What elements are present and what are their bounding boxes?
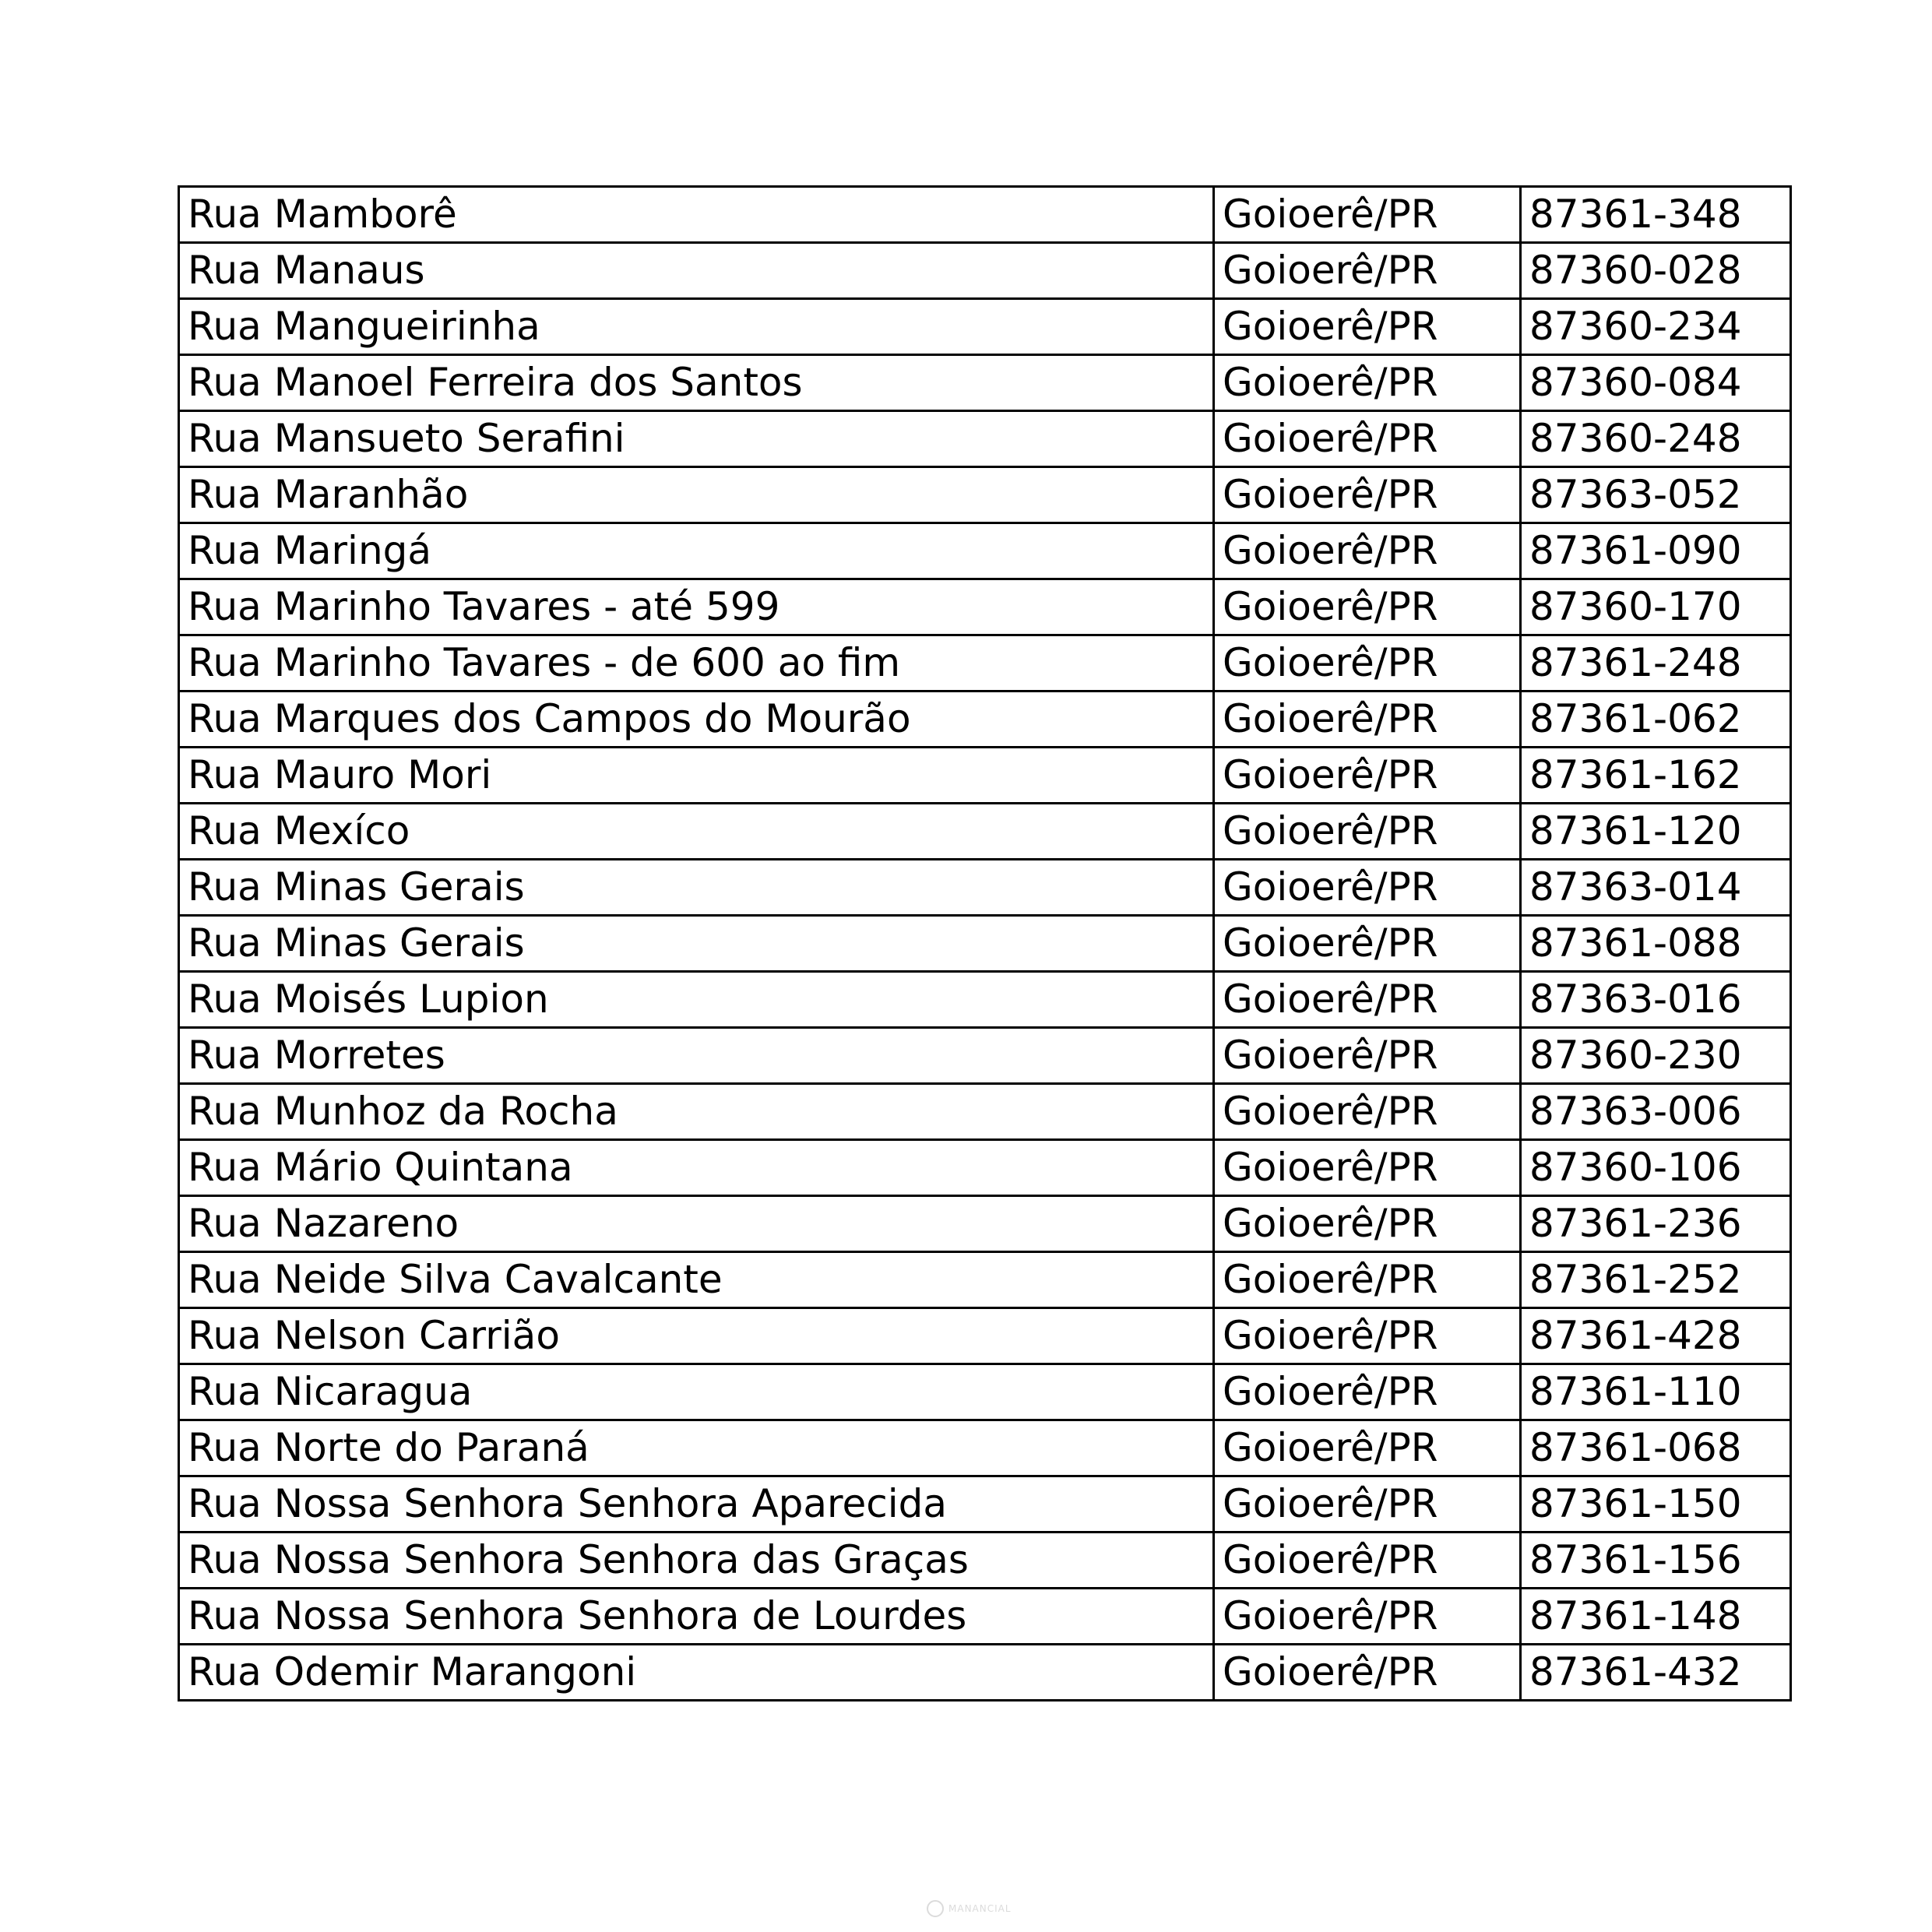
- street-cell: Rua Mário Quintana: [179, 1140, 1214, 1196]
- city-cell: Goioerê/PR: [1214, 916, 1521, 972]
- cep-cell: 87363-006: [1521, 1084, 1791, 1140]
- cep-table: [178, 185, 1792, 1701]
- table-row: [179, 1645, 1791, 1701]
- cep-cell: 87361-148: [1521, 1589, 1791, 1645]
- watermark: [927, 1900, 1012, 1917]
- city-cell: Goioerê/PR: [1214, 972, 1521, 1028]
- cep-cell: 87360-230: [1521, 1028, 1791, 1084]
- table-row: [179, 804, 1791, 860]
- cep-cell: 87361-236: [1521, 1196, 1791, 1252]
- cep-cell: 87361-088: [1521, 916, 1791, 972]
- street-cell: Rua Minas Gerais: [179, 860, 1214, 916]
- street-cell: Rua Marinho Tavares - até 599: [179, 579, 1214, 635]
- table-row: [179, 467, 1791, 523]
- table-row: [179, 1533, 1791, 1589]
- cep-cell: 87361-252: [1521, 1252, 1791, 1308]
- city-cell: Goioerê/PR: [1214, 523, 1521, 579]
- city-cell: Goioerê/PR: [1214, 748, 1521, 804]
- city-cell: Goioerê/PR: [1214, 804, 1521, 860]
- street-cell: Rua Norte do Paraná: [179, 1420, 1214, 1476]
- street-cell: Rua Nossa Senhora Senhora de Lourdes: [179, 1589, 1214, 1645]
- table-row: [179, 635, 1791, 692]
- city-cell: Goioerê/PR: [1214, 243, 1521, 299]
- city-cell: Goioerê/PR: [1214, 355, 1521, 411]
- street-cell: Rua Mauro Mori: [179, 748, 1214, 804]
- table-row: [179, 1476, 1791, 1533]
- city-cell: Goioerê/PR: [1214, 187, 1521, 243]
- cep-cell: 87363-014: [1521, 860, 1791, 916]
- cep-cell: 87363-052: [1521, 467, 1791, 523]
- street-cell: Rua Nelson Carrião: [179, 1308, 1214, 1364]
- city-cell: Goioerê/PR: [1214, 1645, 1521, 1701]
- table-row: [179, 355, 1791, 411]
- street-cell: Rua Nossa Senhora Senhora das Graças: [179, 1533, 1214, 1589]
- table-row: [179, 916, 1791, 972]
- table-row: [179, 972, 1791, 1028]
- cep-cell: 87361-348: [1521, 187, 1791, 243]
- cep-cell: 87360-170: [1521, 579, 1791, 635]
- city-cell: Goioerê/PR: [1214, 1084, 1521, 1140]
- cep-cell: 87360-028: [1521, 243, 1791, 299]
- city-cell: Goioerê/PR: [1214, 1140, 1521, 1196]
- city-cell: Goioerê/PR: [1214, 692, 1521, 748]
- city-cell: Goioerê/PR: [1214, 299, 1521, 355]
- cep-cell: 87361-150: [1521, 1476, 1791, 1533]
- street-cell: Rua Morretes: [179, 1028, 1214, 1084]
- cep-cell: 87361-156: [1521, 1533, 1791, 1589]
- logo-circle-icon: [927, 1900, 944, 1917]
- city-cell: Goioerê/PR: [1214, 860, 1521, 916]
- city-cell: Goioerê/PR: [1214, 1533, 1521, 1589]
- table-row: [179, 1364, 1791, 1420]
- cep-cell: 87361-110: [1521, 1364, 1791, 1420]
- street-cell: Rua Maranhão: [179, 467, 1214, 523]
- cep-cell: 87361-248: [1521, 635, 1791, 692]
- table-row: [179, 411, 1791, 467]
- table-row: [179, 1420, 1791, 1476]
- city-cell: Goioerê/PR: [1214, 1364, 1521, 1420]
- table-row: [179, 1252, 1791, 1308]
- street-cell: Rua Minas Gerais: [179, 916, 1214, 972]
- street-cell: Rua Manaus: [179, 243, 1214, 299]
- cep-table-body: [179, 187, 1791, 1701]
- table-row: [179, 860, 1791, 916]
- city-cell: Goioerê/PR: [1214, 1028, 1521, 1084]
- cep-cell: 87361-062: [1521, 692, 1791, 748]
- street-cell: Rua Maringá: [179, 523, 1214, 579]
- street-cell: Rua Mamborê: [179, 187, 1214, 243]
- city-cell: Goioerê/PR: [1214, 1196, 1521, 1252]
- cep-cell: 87360-234: [1521, 299, 1791, 355]
- table-row: [179, 1196, 1791, 1252]
- street-cell: Rua Nossa Senhora Senhora Aparecida: [179, 1476, 1214, 1533]
- city-cell: Goioerê/PR: [1214, 1420, 1521, 1476]
- city-cell: Goioerê/PR: [1214, 1252, 1521, 1308]
- street-cell: Rua Marinho Tavares - de 600 ao fim: [179, 635, 1214, 692]
- city-cell: Goioerê/PR: [1214, 467, 1521, 523]
- street-cell: Rua Neide Silva Cavalcante: [179, 1252, 1214, 1308]
- cep-cell: 87360-084: [1521, 355, 1791, 411]
- table-row: [179, 579, 1791, 635]
- table-row: [179, 299, 1791, 355]
- street-cell: Rua Odemir Marangoni: [179, 1645, 1214, 1701]
- street-cell: Rua Mexíco: [179, 804, 1214, 860]
- street-cell: Rua Moisés Lupion: [179, 972, 1214, 1028]
- city-cell: Goioerê/PR: [1214, 411, 1521, 467]
- table-row: [179, 1589, 1791, 1645]
- table-row: [179, 187, 1791, 243]
- table-row: [179, 243, 1791, 299]
- table-row: [179, 1028, 1791, 1084]
- cep-cell: 87361-428: [1521, 1308, 1791, 1364]
- city-cell: Goioerê/PR: [1214, 1308, 1521, 1364]
- city-cell: Goioerê/PR: [1214, 579, 1521, 635]
- street-cell: Rua Mansueto Serafini: [179, 411, 1214, 467]
- table-row: [179, 1084, 1791, 1140]
- table-row: [179, 748, 1791, 804]
- street-cell: Rua Marques dos Campos do Mourão: [179, 692, 1214, 748]
- street-cell: Rua Munhoz da Rocha: [179, 1084, 1214, 1140]
- street-cell: Rua Nicaragua: [179, 1364, 1214, 1420]
- cep-cell: 87361-432: [1521, 1645, 1791, 1701]
- table-row: [179, 692, 1791, 748]
- city-cell: Goioerê/PR: [1214, 635, 1521, 692]
- cep-cell: 87361-068: [1521, 1420, 1791, 1476]
- watermark-text: MANANCIAL: [948, 1903, 1012, 1914]
- cep-cell: 87360-106: [1521, 1140, 1791, 1196]
- table-row: [179, 1308, 1791, 1364]
- cep-cell: 87361-090: [1521, 523, 1791, 579]
- street-cell: Rua Mangueirinha: [179, 299, 1214, 355]
- table-row: [179, 1140, 1791, 1196]
- cep-cell: 87360-248: [1521, 411, 1791, 467]
- cep-cell: 87363-016: [1521, 972, 1791, 1028]
- street-cell: Rua Nazareno: [179, 1196, 1214, 1252]
- street-cell: Rua Manoel Ferreira dos Santos: [179, 355, 1214, 411]
- cep-cell: 87361-162: [1521, 748, 1791, 804]
- table-row: [179, 523, 1791, 579]
- city-cell: Goioerê/PR: [1214, 1476, 1521, 1533]
- city-cell: Goioerê/PR: [1214, 1589, 1521, 1645]
- cep-cell: 87361-120: [1521, 804, 1791, 860]
